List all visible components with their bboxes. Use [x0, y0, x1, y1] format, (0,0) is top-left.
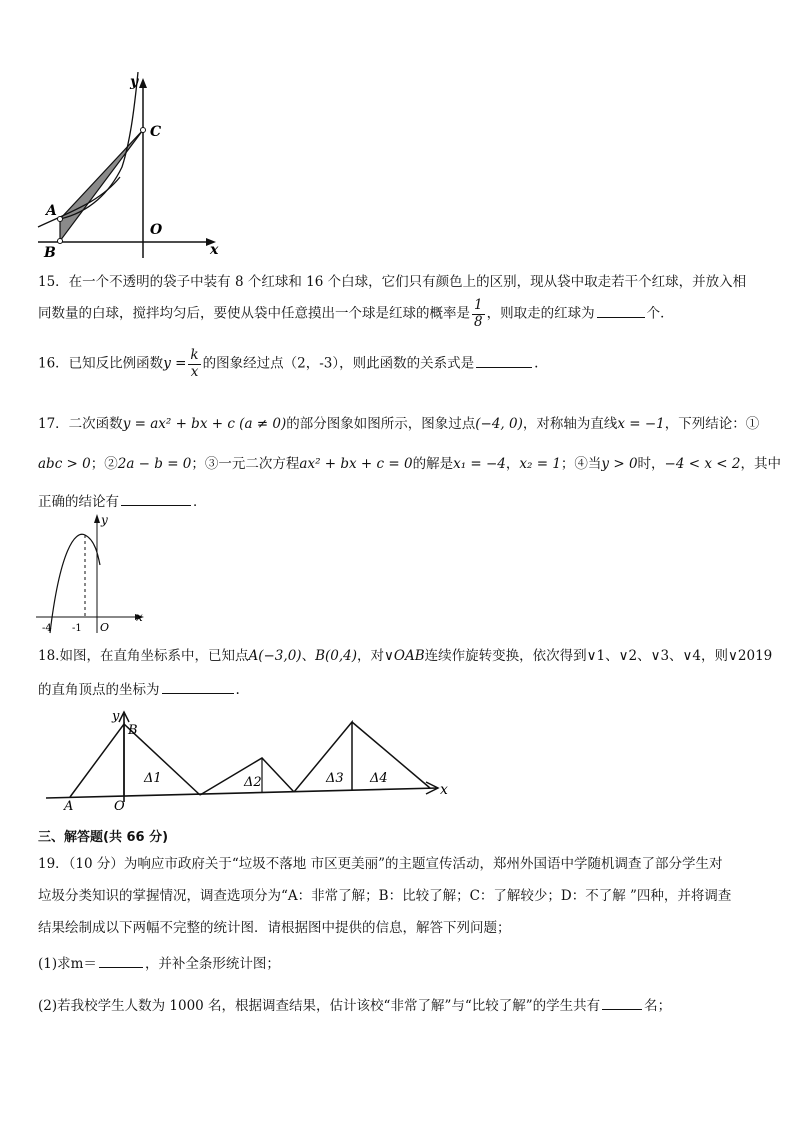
q19-line1: 19．（10 分）为响应市政府关于“垃圾不落地 市区更美丽”的主题宣传活动，郑州外国语中学随机调查了部分学生对 — [38, 856, 723, 872]
label-a: A — [64, 799, 74, 814]
q16-line — [38, 348, 538, 380]
q17-t1: 17．二次函数 — [38, 416, 123, 432]
q16-eq: y = — [163, 355, 187, 372]
q18-t2: ，对 — [357, 648, 384, 664]
q17-eq1: y = ax² + bx + c (a ≠ 0) — [122, 416, 287, 432]
label-b: B — [128, 723, 138, 738]
q19-p2-text: (2)若我校学生人数为 1000 名，根据调查结果，估计该校“非常了解”与“比较了解”的学生共有 — [38, 998, 601, 1014]
section-title: 三、解答题(共 66 分) — [38, 830, 169, 845]
q15-fraction — [472, 298, 485, 330]
q18-line2 — [38, 678, 240, 698]
q17-range: −4 < x < 2 — [664, 456, 741, 472]
x-axis — [46, 788, 438, 798]
q19-p1-text: (1)求m＝ — [38, 956, 97, 972]
shaded-triangle — [60, 130, 143, 241]
q19-p1-end: ，并补全条形统计图； — [144, 956, 280, 972]
q17-s1: ；② — [90, 456, 118, 472]
point-c — [141, 128, 146, 133]
label-t3: Δ3 — [326, 771, 344, 786]
q16-frac-num: k — [190, 347, 199, 363]
q17-axis: x = −1 — [617, 416, 665, 432]
q17-line3 — [38, 490, 207, 510]
q15-frac-den: 8 — [474, 313, 483, 330]
q17-s3: 的解是 — [412, 456, 454, 472]
q16-fraction — [188, 348, 200, 380]
label-t1: Δ1 — [144, 771, 162, 786]
label-t4: Δ4 — [370, 771, 388, 786]
q15-answer-blank[interactable] — [597, 316, 645, 318]
parabola-curve — [50, 534, 100, 633]
q17-s7: ，其中 — [740, 456, 781, 472]
q17-answer-blank[interactable] — [121, 504, 191, 506]
q18-t3: 连续作旋转变换，依次得到 — [424, 648, 587, 664]
figure-3-rotations — [40, 706, 470, 816]
q18-t1: 18.如图，在直角坐标系中，已知点 — [38, 648, 249, 664]
q18-triangle: ∨OAB — [384, 648, 425, 664]
q19-p2-end: 名； — [644, 998, 672, 1014]
q17-line1 — [38, 412, 759, 432]
y-axis-arrow — [139, 78, 147, 88]
q15-frac-num: 1 — [474, 297, 483, 313]
q18-sep: 、 — [301, 648, 316, 664]
q17-s4: ， — [505, 456, 520, 472]
label-o: O — [150, 222, 163, 238]
q15-text-c: 个． — [646, 305, 674, 322]
figure-2-parabola — [30, 510, 160, 635]
q18-t6: . — [235, 682, 240, 698]
q19-part1 — [38, 952, 280, 972]
label-y: y — [130, 74, 139, 90]
q18-target: ∨2019 — [728, 648, 773, 664]
q19-part2 — [38, 994, 671, 1014]
label-x: x — [136, 610, 143, 624]
q19-m-blank[interactable] — [99, 966, 143, 968]
q18-t5: 的直角顶点的坐标为 — [38, 682, 160, 698]
point-b — [58, 239, 63, 244]
q17-line2 — [38, 452, 781, 472]
q17-c4: y > 0 — [601, 456, 638, 472]
triangle-oab — [70, 724, 124, 797]
label-c: C — [150, 124, 162, 140]
label-b: B — [44, 245, 56, 261]
q16-text-c: . — [534, 355, 539, 372]
q19-count-blank[interactable] — [602, 1008, 642, 1010]
q18-line1 — [38, 644, 772, 664]
q17-t2: 的部分图象如图所示，图象过点 — [286, 416, 476, 432]
label-y: y — [101, 513, 108, 527]
q17-point: (−4, 0) — [475, 416, 523, 432]
q17-x1: x₁ = −4 — [453, 456, 506, 472]
label-a: A — [46, 203, 57, 219]
q17-s2: ；③一元二次方程 — [191, 456, 300, 472]
q15-text-b: ，则取走的红球为 — [486, 305, 595, 322]
label-x: x — [440, 782, 448, 798]
q19-line3: 结果绘制成以下两幅不完整的统计图．请根据图中提供的信息，解答下列问题； — [38, 920, 511, 936]
q17-t5: 正确的结论有 — [38, 494, 119, 510]
point-a — [58, 217, 63, 222]
q18-point-a: A(−3,0) — [248, 648, 302, 664]
q16-frac-den: x — [190, 363, 199, 380]
label-o: O — [100, 621, 110, 634]
q17-t4: ，下列结论：① — [664, 416, 760, 432]
label-x: x — [210, 242, 219, 258]
q18-sequence: ∨1、∨2、∨3、∨4 — [586, 648, 702, 664]
q17-t6: ． — [193, 494, 207, 510]
q17-c1: abc > 0 — [38, 456, 91, 472]
label-o: O — [114, 799, 125, 814]
q19-line2: 垃圾分类知识的掌握情况，调查选项分为“A：非常了解；B：比较了解；C：了解较少；D：不了解 ”四种，并将调查 — [38, 888, 732, 904]
q18-t4: ，则 — [701, 648, 729, 664]
q17-c3: ax² + bx + c = 0 — [299, 456, 413, 472]
q18-point-b: B(0,4) — [315, 648, 357, 664]
figure-1-diagram — [30, 72, 230, 262]
q16-text-b: 的图象经过点（2，-3），则此函数的关系式是 — [202, 355, 475, 372]
q17-t3: ，对称轴为直线 — [522, 416, 618, 432]
q15-line1: 15．在一个不透明的袋子中装有 8 个红球和 16 个白球，它们只有颜色上的区别，现从袋中取走若干个红球，并放入相 — [38, 274, 747, 290]
label-t2: Δ2 — [244, 775, 262, 790]
q17-s5: ；④当 — [560, 456, 602, 472]
label-minus1: -1 — [72, 623, 82, 634]
triangle-4 — [352, 722, 430, 788]
q15-line2 — [38, 298, 674, 330]
q17-c2: 2a − b = 0 — [117, 456, 192, 472]
y-axis-arrow — [94, 514, 100, 523]
q15-text-a: 同数量的白球，搅拌均匀后，要使从袋中任意摸出一个球是红球的概率是 — [38, 305, 470, 322]
label-minus4: -4 — [42, 623, 52, 634]
label-y: y — [112, 709, 120, 724]
q18-answer-blank[interactable] — [162, 692, 234, 694]
q17-s6: 时， — [637, 456, 665, 472]
q17-x2: x₂ = 1 — [519, 456, 561, 472]
q16-text-a: 16．已知反比例函数 — [38, 355, 164, 372]
q16-answer-blank[interactable] — [476, 366, 532, 368]
